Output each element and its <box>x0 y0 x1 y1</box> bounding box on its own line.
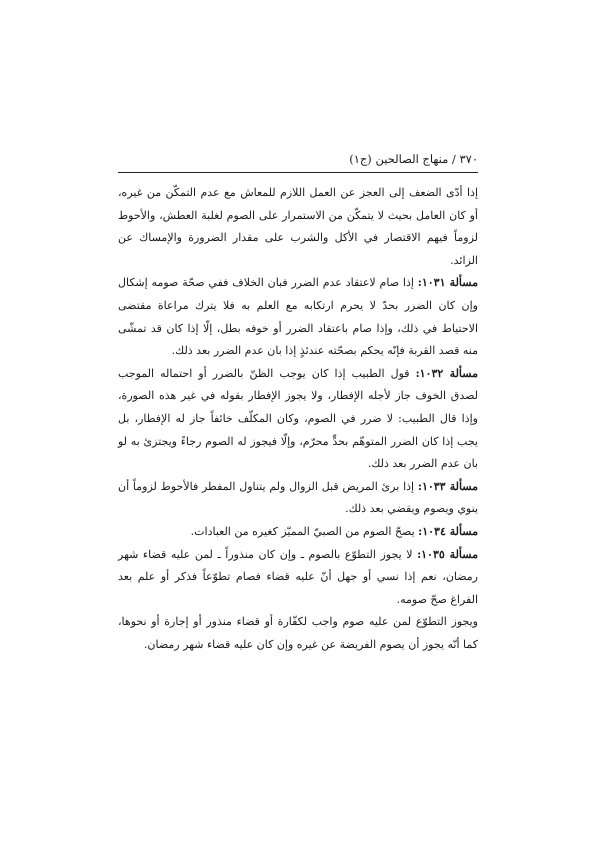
issue-1032 <box>118 363 478 476</box>
issue-1031 <box>118 272 478 362</box>
issue-1033 <box>118 476 478 521</box>
issue-label: مسألة ١٠٣١: <box>417 276 478 290</box>
paragraph-text: إذا صام لاعتقاد عدم الضرر فبان الخلاف ففي صحّة صومه إشكال وإن كان الضرر بحدّ لا يحرم ارتكابه مع العلم به فلا يترك مراعاة مقتضى الاحتياط في ذلك، وإذا صام باعتقاد الضرر أو خوفه بطل، إلّا إذا كان قد تمشّى منه قصد القربة فإنّه يحكم بصحّته عندئذٍ إذا بان عدم الضرر بعد ذلك. <box>118 276 478 358</box>
issue-1035 <box>118 544 478 612</box>
issue-label: مسألة ١٠٣٣: <box>417 479 478 493</box>
paragraph-text: ويجوز التطوّع لمن عليه صوم واجب لكفّارة أو قضاء منذور أو إجارة أو نحوها، كما أنّه يجوز أن يصوم الفريضة عن غيره وإن كان عليه قضاء شهر رمضان. <box>118 615 478 651</box>
page-body <box>118 182 478 656</box>
issue-label: مسألة ١٠٣٢: <box>415 366 478 380</box>
paragraph-text: لا يجوز التطوّع بالصوم ـ وإن كان منذوراً ـ لمن عليه قضاء شهر رمضان، نعم إذا نسي أو جهل أنّ عليه قضاء فصام تطوّعاً فذكر أو علم بعد الفراغ صحّ صومه. <box>118 547 478 606</box>
issue-label: مسألة ١٠٣٥: <box>417 547 478 561</box>
running-header <box>118 152 478 172</box>
paragraph-text: إذا أدّى الضعف إلى العجز عن العمل اللازم للمعاش مع عدم التمكّن من غيره، أو كان العامل بحيث لا يتمكّن من الاستمرار على الصوم لغلبة العطش، والأحوط لزوماً فيهم الاقتصار في الأكل والشرب على مقدار الضرورة والإمساك عن الزائد. <box>118 186 478 267</box>
paragraph-text: يصحّ الصوم من الصبيّ المميّز كغيره من العبادات. <box>190 524 419 538</box>
paragraph-text: قول الطبيب إذا كان يوجب الظنّ بالضرر أو احتماله الموجب لصدق الخوف جاز لأجله الإفطار، ولا يجوز الإفطار بقوله في غير هذه الصورة، وإذا قال الطبيب: لا ضرر في الصوم، وكان المكلّف خائفاً جاز له الإفطار، بل يجب إذا كان الضرر المتوهّم بحدٍّ محرّم، وإلّا فيجوز له الصوم رجاءً ويجتزئ به لو بان عدم الضرر بعد ذلك. <box>118 366 478 471</box>
paragraph-final <box>118 611 478 656</box>
header-rule <box>118 172 478 173</box>
issue-1034 <box>118 521 478 544</box>
paragraph-text: إذا برئ المريض قبل الزوال ولم يتناول المفطر فالأحوط لزوماً أن ينوي ويصوم ويقضي بعد ذلك. <box>118 479 478 516</box>
running-title: ٣٧٠ / منهاج الصالحين (ج١) <box>349 152 478 166</box>
paragraph-continuation <box>118 182 478 272</box>
issue-label: مسألة ١٠٣٤: <box>418 524 478 538</box>
